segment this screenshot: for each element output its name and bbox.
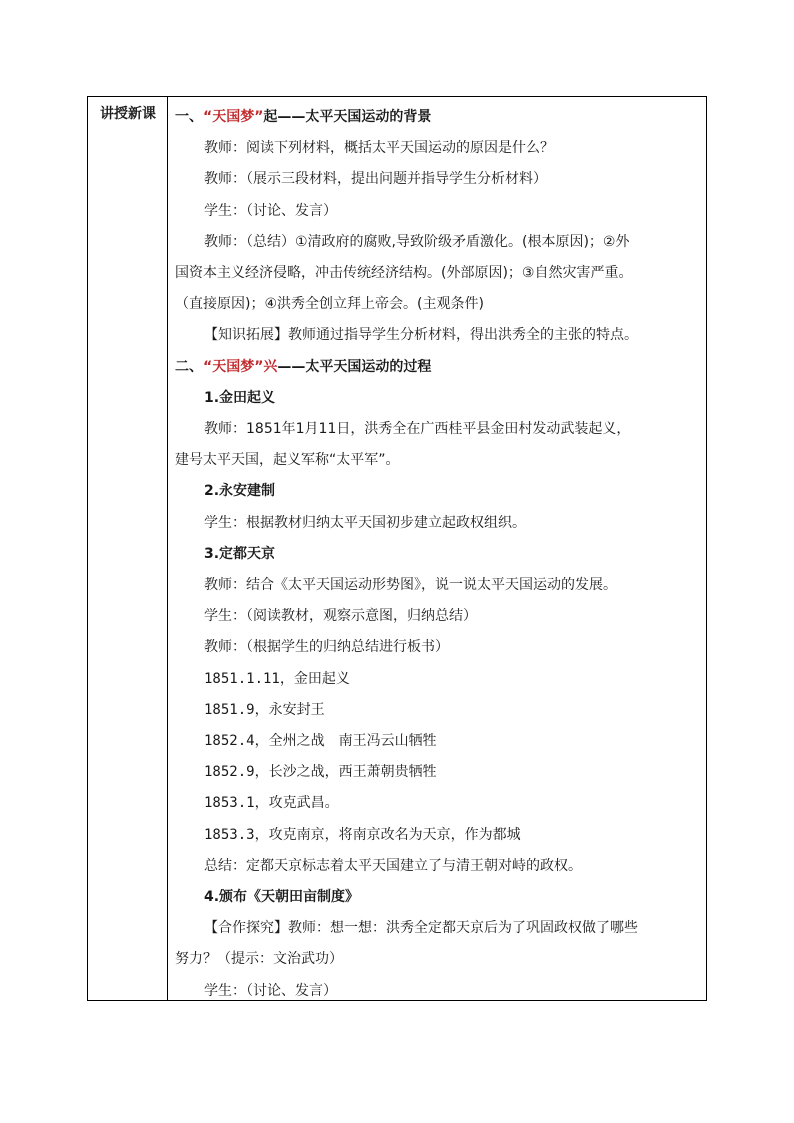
paragraph-line: 国资本主义经济侵略，冲击传统经济结构。(外部原因)；③自然灾害严重。 xyxy=(175,265,633,282)
heading-highlight: “天国梦” xyxy=(203,109,264,125)
paragraph-line: 努力？（提示：文治武功） xyxy=(175,951,343,968)
section-heading-1 xyxy=(175,102,700,133)
timeline-entry: 1853.1，攻克武昌。 xyxy=(204,795,339,812)
content-cell xyxy=(169,97,706,1000)
timeline-entry: 1851.9，永安封王 xyxy=(204,701,325,718)
heading-highlight: “天国梦”兴 xyxy=(203,358,278,375)
paragraph-line: （直接原因)；④洪秀全创立拜上帝会。(主观条件) xyxy=(175,296,484,313)
subheading: 3.定都天京 xyxy=(204,545,276,562)
section-label: 讲授新课 xyxy=(100,106,156,122)
paragraph-line: 教师：1851年1月11日，洪秀全在广西桂平县金田村发动武装起义， xyxy=(204,421,631,438)
paragraph-line: 【知识拓展】教师通过指导学生分析材料，得出洪秀全的主张的特点。 xyxy=(204,327,638,344)
paragraph-line: 学生：（讨论、发言） xyxy=(204,202,337,219)
paragraph-line: 总结：定都天京标志着太平天国建立了与清王朝对峙的政权。 xyxy=(204,857,582,874)
paragraph-line: 教师：结合《太平天国运动形势图》，说一说太平天国运动的发展。 xyxy=(204,577,617,594)
paragraph-line: 教师：（根据学生的归纳总结进行板书） xyxy=(204,639,449,656)
paragraph-line: 【合作探究】教师：想一想：洪秀全定都天京后为了巩固政权做了哪些 xyxy=(204,920,638,937)
section-heading-2 xyxy=(175,352,700,383)
timeline-entry: 1852.4，全州之战 南王冯云山牺牲 xyxy=(204,733,437,750)
subheading: 2.永安建制 xyxy=(204,483,276,500)
paragraph-line: 教师：阅读下列材料，概括太平天国运动的原因是什么？ xyxy=(204,140,554,157)
label-cell xyxy=(88,97,168,1000)
paragraph-line: 学生：（阅读教材，观察示意图，归纳总结） xyxy=(204,608,477,625)
paragraph-line: 学生：（讨论、发言） xyxy=(204,982,337,999)
subheading: 1.金田起义 xyxy=(204,389,276,406)
subheading: 4.颁布《天朝田亩制度》 xyxy=(204,889,360,906)
heading-prefix: 一、 xyxy=(175,109,203,125)
heading-prefix: 二、 xyxy=(175,358,203,375)
heading-suffix: ——太平天国运动的过程 xyxy=(277,358,432,375)
timeline-entry: 1853.3，攻克南京，将南京改名为天京，作为都城 xyxy=(204,826,521,843)
paragraph-line: 教师：（展示三段材料，提出问题并指导学生分析材料） xyxy=(204,171,547,188)
heading-suffix: 起——太平天国运动的背景 xyxy=(263,109,432,125)
timeline-entry: 1852.9，长沙之战，西王萧朝贵牺牲 xyxy=(204,764,437,781)
lesson-table xyxy=(87,96,707,1001)
paragraph-line: 学生：根据教材归纳太平天国初步建立起政权组织。 xyxy=(204,514,526,531)
paragraph-line: 建号太平天国，起义军称“太平军”。 xyxy=(175,452,400,469)
paragraph-line: 教师：（总结）①清政府的腐败,导致阶级矛盾激化。(根本原因)；②外 xyxy=(204,233,630,250)
timeline-entry: 1851.1.11，金田起义 xyxy=(204,670,350,687)
